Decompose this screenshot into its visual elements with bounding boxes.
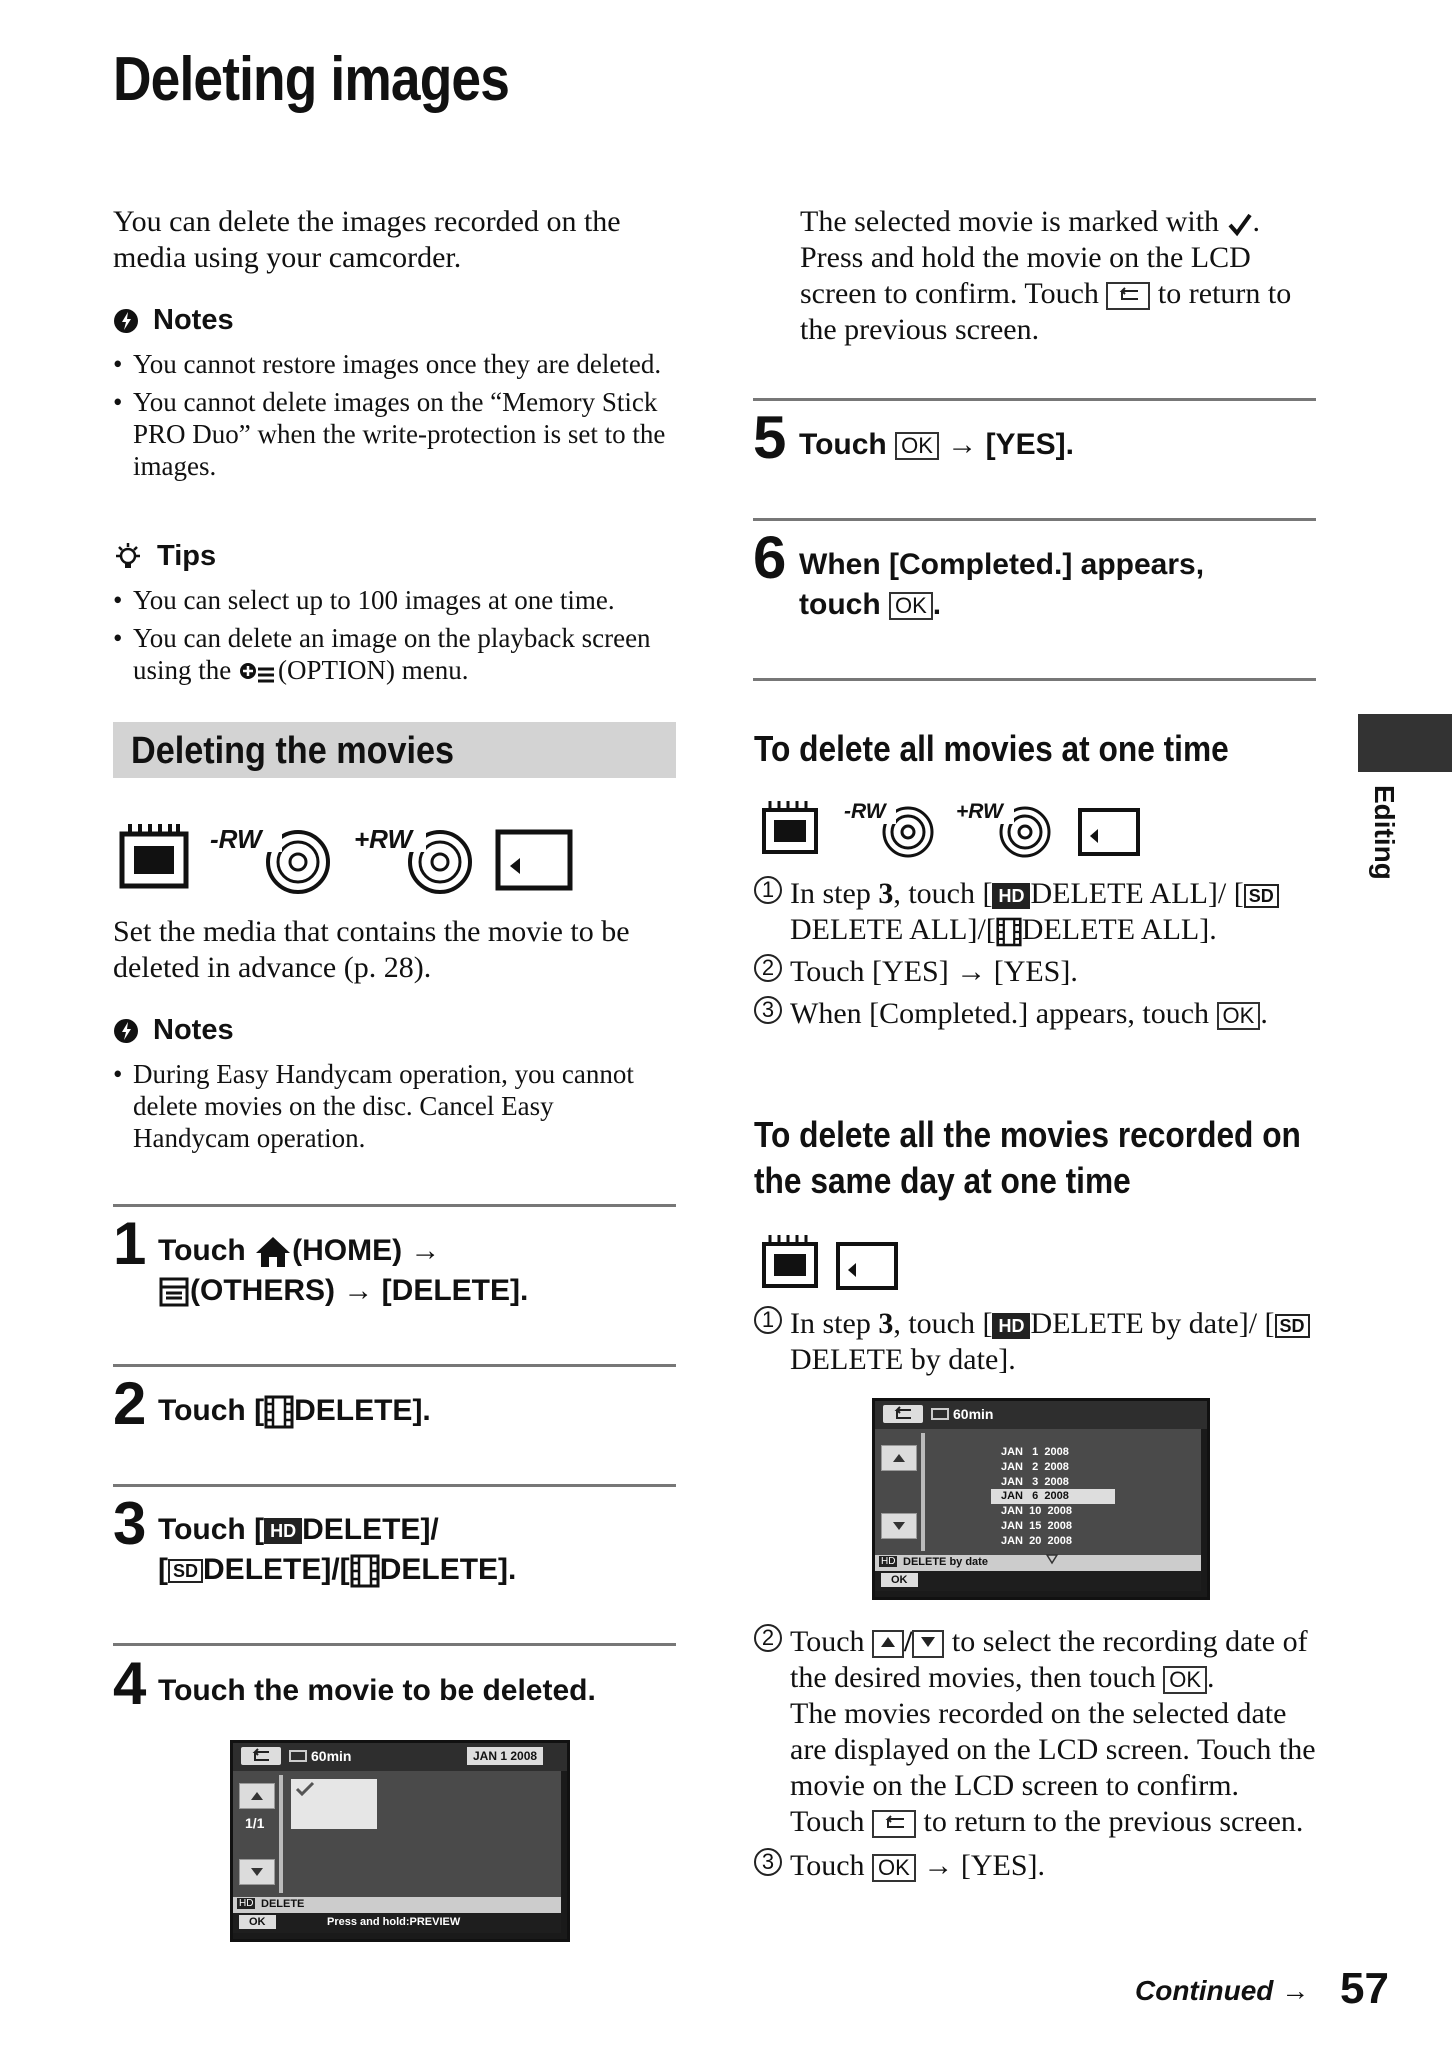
step-number: 2 xyxy=(113,1370,147,1437)
list-item[interactable]: JAN 1 2008 xyxy=(1001,1446,1069,1458)
divider xyxy=(113,1364,676,1367)
list-item: • You can delete an image on the playback screen using the (OPTION) menu. xyxy=(113,622,683,687)
rw-plus-label: +RW xyxy=(956,800,1003,823)
lcd-date: JAN 1 2008 xyxy=(467,1747,543,1765)
hd-badge: HD xyxy=(881,1556,896,1567)
tips-list xyxy=(113,584,683,693)
memory-stick-icon xyxy=(498,832,570,888)
scrollbar[interactable] xyxy=(921,1433,925,1551)
film-icon xyxy=(996,917,1022,947)
notes-heading xyxy=(113,304,234,337)
divider xyxy=(113,1204,676,1207)
hdd-icon xyxy=(764,1235,816,1286)
battery-icon xyxy=(931,1408,949,1420)
hd-badge: HD xyxy=(264,1518,302,1544)
ok-button-icon: OK xyxy=(889,592,933,620)
intro-text: You can delete the images recorded on the media using your camcorder. xyxy=(113,205,621,274)
list-item[interactable]: JAN 10 2008 xyxy=(1001,1505,1072,1518)
notes-heading-2 xyxy=(113,1014,234,1047)
step-number: 1 xyxy=(113,1210,147,1277)
list-item: 1 In step 3, touch [ HD DELETE by date]/ [ SDDELETE by date]. xyxy=(754,1306,1319,1378)
divider xyxy=(753,518,1316,521)
lcd-hint: Press and hold:PREVIEW xyxy=(327,1916,461,1928)
film-icon xyxy=(350,1554,380,1588)
rw-minus-label: -RW xyxy=(844,800,886,823)
film-icon xyxy=(264,1395,294,1429)
list-item: 2 Touch / to select the recording date of the desired movies, then touch OK . The movies recorded on the selected date are displayed on the LCD screen. Touch the movie on the LCD screen to confirm. Touch to return to the previous screen. xyxy=(754,1624,1319,1840)
sd-badge: SD xyxy=(168,1559,203,1583)
list-item: 1 In step 3, touch [ HD DELETE ALL]/ [ SDDELETE ALL]/[ DELETE ALL]. xyxy=(754,876,1319,948)
divider xyxy=(113,1643,676,1646)
return-icon xyxy=(872,1810,916,1838)
step-5-text: Touch OK → [YES]. xyxy=(799,428,1074,461)
media-icons xyxy=(118,820,588,896)
notes-icon xyxy=(113,308,139,334)
delete-all-steps xyxy=(754,876,1319,1032)
step-number: 5 xyxy=(753,404,787,471)
scroll-up-button[interactable] xyxy=(239,1783,275,1809)
lcd-remaining: 60min xyxy=(953,1406,994,1422)
step-number: 3 xyxy=(113,1490,147,1557)
list-item: • During Easy Handycam operation, you cannot delete movies on the disc. Cancel Easy Handycam operation. xyxy=(113,1058,673,1154)
scroll-up-button[interactable] xyxy=(881,1445,917,1471)
ok-button-icon: OK xyxy=(872,1854,916,1882)
return-button[interactable] xyxy=(241,1747,281,1765)
list-item[interactable]: JAN 20 2008 xyxy=(1001,1534,1072,1547)
return-button[interactable] xyxy=(883,1405,923,1423)
set-media-text: Set the media that contains the movie to be deleted in advance (p. 28). xyxy=(113,915,630,984)
hd-badge: HD xyxy=(239,1898,254,1909)
memory-stick-icon xyxy=(838,1244,896,1288)
date-list xyxy=(991,1445,1115,1549)
lcd-body xyxy=(233,1771,561,1897)
up-arrow-icon xyxy=(872,1630,904,1658)
divider xyxy=(753,398,1316,401)
scroll-down-button[interactable] xyxy=(239,1859,275,1885)
tips-heading xyxy=(113,540,216,573)
rw-minus-label: -RW xyxy=(210,824,262,854)
return-icon xyxy=(1106,282,1150,310)
divider xyxy=(113,1484,676,1487)
tips-label: Tips xyxy=(157,540,217,572)
lcd-remaining: 60min xyxy=(311,1748,352,1764)
lcd-mode-bar xyxy=(875,1555,1201,1571)
lcd-ok-button[interactable]: OK xyxy=(239,1915,276,1929)
return-icon xyxy=(241,1747,281,1765)
notes-list xyxy=(113,348,673,488)
hdd-icon xyxy=(764,801,816,852)
list-item: 3 Touch OK → [YES]. xyxy=(754,1848,1319,1884)
list-item: 3 When [Completed.] appears, touch OK . xyxy=(754,996,1319,1032)
scroll-down-button[interactable] xyxy=(881,1513,917,1539)
notes-label: Notes xyxy=(153,1014,234,1046)
lcd-bottom-bar xyxy=(875,1571,1201,1591)
option-icon xyxy=(238,659,278,687)
step-4-text: Touch the movie to be deleted. xyxy=(158,1674,596,1707)
down-arrow-icon xyxy=(912,1630,944,1658)
page-number: 57 xyxy=(1340,1964,1389,2013)
media-icons xyxy=(760,798,1150,860)
lcd-mode: DELETE xyxy=(261,1898,305,1910)
ok-button-icon: OK xyxy=(895,432,939,460)
movie-thumbnail[interactable] xyxy=(291,1779,377,1829)
home-icon xyxy=(254,1235,292,1269)
lcd-mode-bar xyxy=(233,1897,561,1913)
lightbulb-icon xyxy=(113,542,143,572)
check-icon xyxy=(295,1781,315,1797)
notes-label: Notes xyxy=(153,304,234,336)
return-icon xyxy=(883,1405,923,1423)
step-3-text: Touch [ HD DELETE]/ [ SD DELETE]/[ DELETE]. xyxy=(158,1510,678,1590)
lcd-bottom-bar xyxy=(233,1913,561,1933)
lcd-top-bar xyxy=(233,1743,567,1771)
section-tab xyxy=(1358,714,1452,772)
lcd-body xyxy=(875,1429,1201,1555)
notes-list-2 xyxy=(113,1058,673,1160)
ok-button-icon: OK xyxy=(1217,1002,1261,1030)
step-number: 4 xyxy=(113,1650,147,1717)
lcd-screen-delete xyxy=(230,1740,570,1942)
notes-icon xyxy=(113,1018,139,1044)
delete-all-heading: To delete all movies at one time xyxy=(754,728,1229,769)
down-triangle-icon xyxy=(1045,1553,1059,1565)
step-1-text: Touch (HOME) → (OTHERS) → [DELETE]. xyxy=(158,1234,529,1307)
continued-label: Continued → xyxy=(1135,1975,1310,2006)
lcd-top-bar xyxy=(875,1401,1207,1429)
step-number: 6 xyxy=(753,524,787,591)
memory-stick-icon xyxy=(1080,810,1138,854)
list-item-selected[interactable]: JAN 6 2008 xyxy=(991,1489,1115,1504)
delete-by-date-step-2 xyxy=(754,1624,1319,1884)
ok-button-icon: OK xyxy=(1163,1666,1207,1694)
sd-badge: SD xyxy=(1244,884,1279,908)
page-title: Deleting images xyxy=(113,45,510,114)
list-item: • You cannot restore images once they are deleted. xyxy=(113,348,673,380)
section-tab-label: Editing xyxy=(1369,785,1400,880)
lcd-ok-button[interactable]: OK xyxy=(881,1573,918,1587)
list-item[interactable]: JAN 3 2008 xyxy=(1001,1475,1069,1488)
divider xyxy=(753,678,1316,681)
hd-badge: HD xyxy=(992,1313,1030,1339)
step-6-text: When [Completed.] appears, touch OK . xyxy=(799,548,1205,621)
scrollbar[interactable] xyxy=(279,1775,283,1893)
step-2-text: Touch [ DELETE]. xyxy=(158,1391,431,1431)
selection-instructions: The selected movie is marked with . Press and hold the movie on the LCD screen to confirm. Touch to return to the previous screen. xyxy=(800,205,1292,346)
section-heading: Deleting the movies xyxy=(113,722,676,778)
list-item: • You cannot delete images on the “Memory Stick PRO Duo” when the write-protection is set to the images. xyxy=(113,386,673,482)
media-icons xyxy=(760,1232,900,1294)
lcd-mode: DELETE by date xyxy=(903,1556,988,1568)
check-icon xyxy=(1227,211,1253,237)
list-item: 2 Touch [YES] → [YES]. xyxy=(754,954,1319,990)
delete-by-date-step-1 xyxy=(754,1306,1319,1378)
list-item: • You can select up to 100 images at one time. xyxy=(113,584,683,616)
battery-icon xyxy=(289,1750,307,1762)
sd-badge: SD xyxy=(1275,1314,1310,1338)
page-indicator: 1/1 xyxy=(245,1815,265,1831)
delete-by-date-heading: To delete all the movies recorded on the same day at one time xyxy=(754,1114,1301,1201)
lcd-screen-delete-by-date xyxy=(872,1398,1210,1600)
list-item[interactable]: JAN 2 2008 xyxy=(1001,1460,1069,1473)
hdd-icon xyxy=(122,824,186,886)
others-icon xyxy=(158,1276,190,1308)
rw-plus-label: +RW xyxy=(354,824,413,854)
list-item[interactable]: JAN 15 2008 xyxy=(1001,1519,1072,1532)
hd-badge: HD xyxy=(992,883,1030,909)
